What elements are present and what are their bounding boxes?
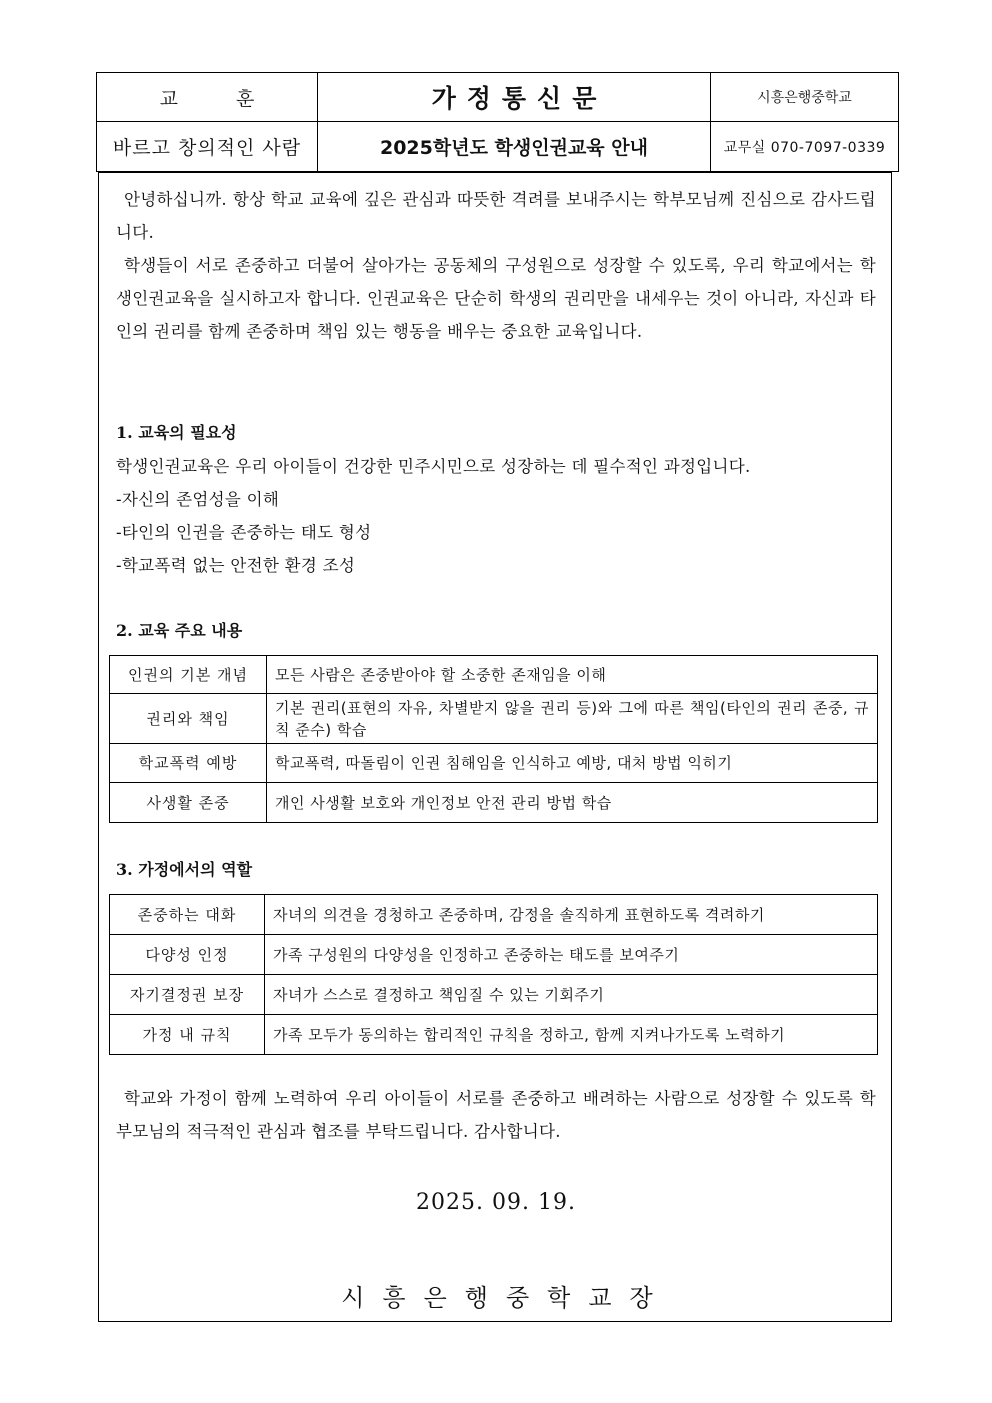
doc-title-cell [318,73,711,122]
section3-heading: 3. 가정에서의 역할 [116,860,253,879]
principal-signature: 시흥은행중학교장 [341,1284,671,1312]
topic-cell: 사생활 존중 [110,783,267,823]
motto-text: 바르고 창의적인 사람 [112,137,302,159]
desc-cell: 가족 모두가 동의하는 합리적인 규칙을 정하고, 함께 지켜나가도록 노력하기 [265,1015,878,1055]
motto-label-cell [97,73,318,122]
school-name-cell [711,73,899,122]
subject-title: 2025학년도 학생인권교육 안내 [379,137,648,159]
table-row [110,975,878,1015]
motto-label: 교 훈 [159,87,281,110]
table-row [110,1015,878,1055]
header-table [96,72,899,172]
intro-paragraph-1: 안녕하십니까. 항상 학교 교육에 깊은 관심과 따뜻한 격려를 보내주시는 학부모님께 진심으로 감사드립니다. [116,190,876,242]
contact-cell [711,122,899,172]
family-role-table [109,894,878,1055]
topic-cell: 가정 내 규칙 [110,1015,265,1055]
table-row [110,744,878,783]
section1-item: -타인의 인권을 존중하는 태도 형성 [116,523,372,542]
table-row [110,935,878,975]
topic-cell: 존중하는 대화 [110,895,265,935]
education-content-table [109,655,878,823]
desc-cell: 자녀의 의견을 경청하고 존중하며, 감정을 솔직하게 표현하도록 격려하기 [265,895,878,935]
section1-summary: 학생인권교육은 우리 아이들이 건강한 민주시민으로 성장하는 데 필수적인 과정입니다. [116,457,751,476]
contact-phone: 교무실 070-7097-0339 [723,139,886,156]
topic-cell: 학교폭력 예방 [110,744,267,783]
topic-cell: 인권의 기본 개념 [110,656,267,694]
doc-title: 가정통신문 [431,84,608,113]
section2-heading: 2. 교육 주요 내용 [116,621,243,640]
desc-cell: 자녀가 스스로 결정하고 책임질 수 있는 기회주기 [265,975,878,1015]
closing-paragraph: 학교와 가정이 함께 노력하여 우리 아이들이 서로를 존중하고 배려하는 사람으로 성장할 수 있도록 학부모님의 적극적인 관심과 협조를 부탁드립니다. 감사합니다. [116,1089,876,1141]
issue-date: 2025. 09. 19. [416,1190,576,1215]
section1-item: -학교폭력 없는 안전한 환경 조성 [116,556,356,575]
desc-cell: 기본 권리(표현의 자유, 차별받지 않을 권리 등)와 그에 따른 책임(타인의 권리 존중, 규칙 준수) 학습 [267,694,878,744]
desc-cell: 학교폭력, 따돌림이 인권 침해임을 인식하고 예방, 대처 방법 익히기 [267,744,878,783]
motto-cell [97,122,318,172]
desc-cell: 개인 사생활 보호와 개인정보 안전 관리 방법 학습 [267,783,878,823]
topic-cell: 자기결정권 보장 [110,975,265,1015]
section1-heading: 1. 교육의 필요성 [116,423,237,442]
table-row [110,783,878,823]
section1-item: -자신의 존엄성을 이해 [116,490,280,509]
table-row [110,656,878,694]
subject-cell [318,122,711,172]
intro-paragraph-2: 학생들이 서로 존중하고 더불어 살아가는 공동체의 구성원으로 성장할 수 있도록, 우리 학교에서는 학생인권교육을 실시하고자 합니다. 인권교육은 단순히 학생의 권리만을 내세우는 것이 아니라, 자신과 타인의 권리를 함께 존중하며 책임 있는 행동을 배우는 중요한 교육입니다. [116,256,876,341]
table-row [110,895,878,935]
topic-cell: 다양성 인정 [110,935,265,975]
table-row [110,694,878,744]
desc-cell: 가족 구성원의 다양성을 인정하고 존중하는 태도를 보여주기 [265,935,878,975]
topic-cell: 권리와 책임 [110,694,267,744]
desc-cell: 모든 사람은 존중받아야 할 소중한 존재임을 이해 [267,656,878,694]
school-name: 시흥은행중학교 [757,90,852,106]
